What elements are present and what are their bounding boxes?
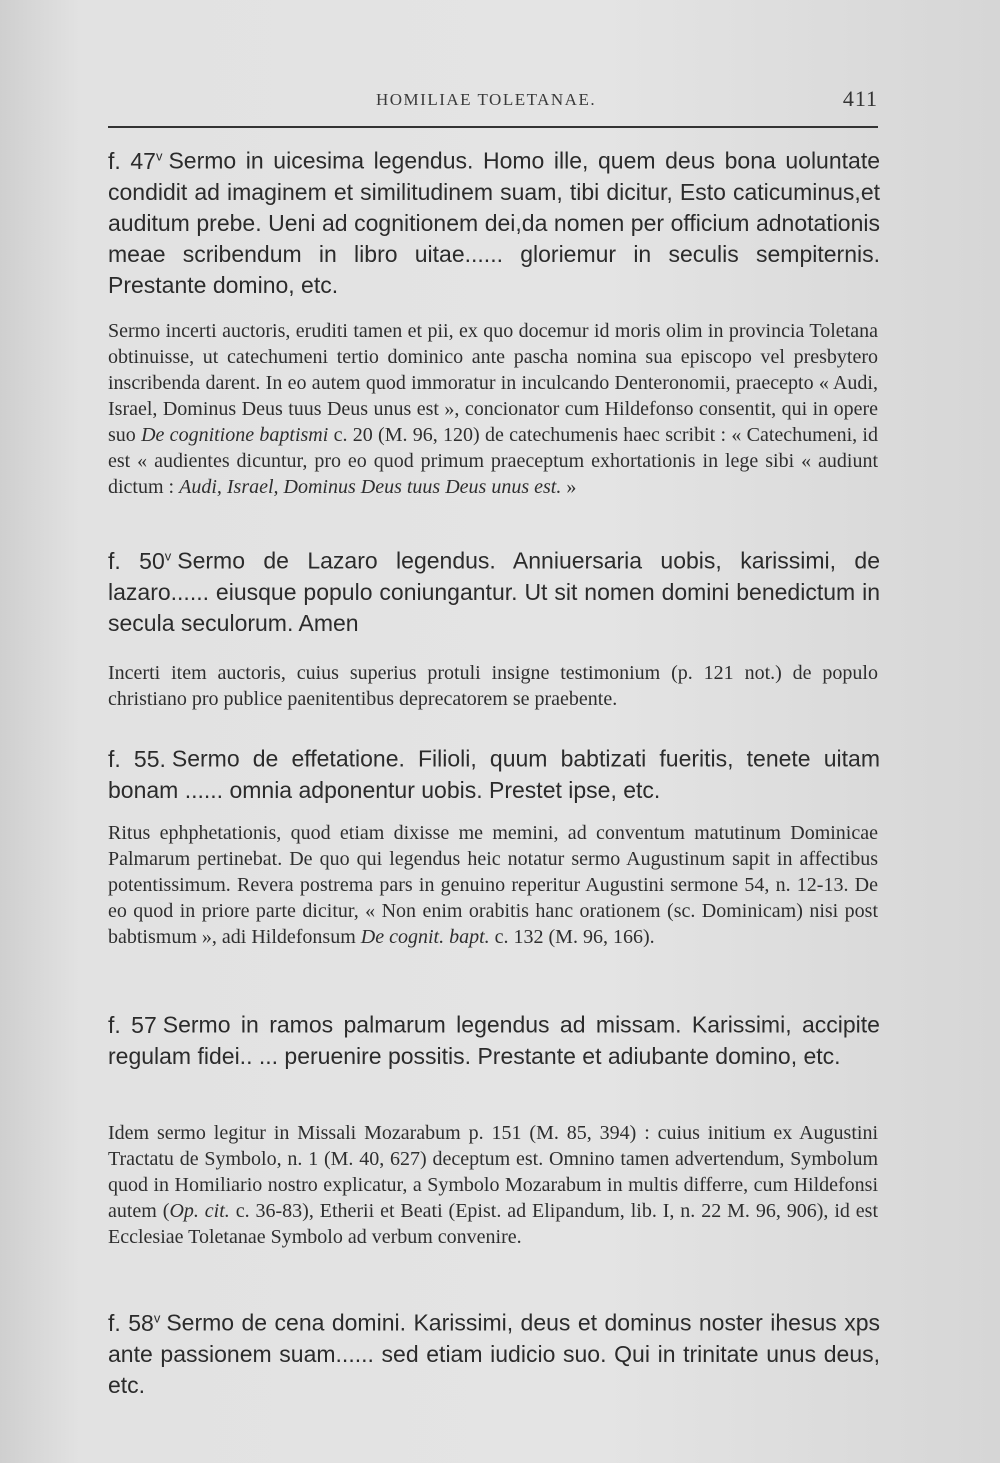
sermon-text: Sermo de effetatione. Filioli, quum babtizati fueritis, tenete uitam bonam ...... omnia adponentur uobis. Prestet ipse, etc. [108, 745, 880, 803]
sermon-entry [108, 1004, 880, 1072]
commentary-note: Sermo incerti auctoris, eruditi tamen et pii, ex quo docemur id moris olim in provincia Toletana obtinuisse, ut catechumeni tertio dominico ante pascha nomina sua episcopo vel presbytero inscribenda darent. In eo autem quod immoratur in inculcando Denteronomii, praecepto « Audi, Israel, Dominus Deus tuus Deus unus est », concionator cum Hildefonso consentit, qui in opere suo De cognitione baptismi c. 20 (M. 96, 120) de catechumenis haec scribit : « Catechumeni, id est « audientes dicuntur, pro eo quod primum praeceptum exhortationis in lege sibi « audiunt dictum : Audi, Israel, Dominus Deus tuus Deus unus est. » [108, 320, 878, 498]
header-rule [108, 126, 878, 128]
page-header [108, 86, 878, 126]
commentary-note: Ritus ephphetationis, quod etiam dixisse me memini, ad conventum matutinum Dominicae Palmarum pertinebat. De quo qui legendus heic notatur sermo Augustinum sapit in affectibus potentissimum. Revera postrema pars in genuino reperitur Augustini sermone 54, n. 12-13. De eo quod in priore parte dicitur, « Non enim orabitis hanc orationem (sc. Dominicam) nisi post babtismum », adi Hildefonsum De cognit. bapt. c. 132 (M. 96, 166). [108, 822, 878, 948]
folio-reference: f. 55. [108, 745, 166, 772]
sermon-entry [108, 738, 880, 806]
page-number: 411 [842, 86, 878, 111]
running-title: HOMILIAE TOLETANAE. [376, 90, 597, 109]
sermon-text: Sermo in ramos palmarum legendus ad missam. Karissimi, accipite regulam fidei.. ... peruenire possitis. Prestante et adiubante domino, etc. [108, 1011, 880, 1069]
sermon-text: Sermo in uicesima legendus. Homo ille, quem deus bona uoluntate condidit ad imaginem et similitudinem suam, tibi dicitur, Esto caticuminus,et auditum prebe. Ueni ad cognitionem dei,da nomen per officium adnotationis meae scribendum in libro uitae...... gloriemur in seculis sempiternis. Prestante domino, etc. [108, 147, 881, 298]
sermon-entry [108, 540, 880, 639]
sermon-entry [108, 1302, 880, 1401]
folio-reference: f. 47$^v$ [108, 147, 163, 174]
sermon-text: Sermo de Lazaro legendus. Anniuersaria uobis, karissimi, de lazaro...... eiusque populo coniungantur. Ut sit nomen domini benedictum in secula seculorum. Amen [108, 547, 880, 636]
folio-reference: f. 57 [108, 1011, 157, 1038]
commentary-note: Incerti item auctoris, cuius superius protuli insigne testimonium (p. 121 not.) de populo christiano pro publice paenitentibus deprecatorem se praebente. [108, 662, 878, 710]
folio-reference: f. 50$^v$ [108, 547, 172, 574]
commentary-note: Idem sermo legitur in Missali Mozarabum p. 151 (M. 85, 394) : cuius initium ex Augustini Tractatu de Symbolo, n. 1 (M. 40, 627) deceptum est. Omnino tamen advertendum, Symbolum quod in Homiliario nostro explicatur, a Symbolo Mozarabum in multis differre, cum Hildefonsi autem (Op. cit. c. 36-83), Etherii et Beati (Epist. ad Elipandum, lib. I, n. 22 M. 96, 906), id est Ecclesiae Toletanae Symbolo ad verbum convenire. [108, 1122, 879, 1248]
folio-reference: f. 58$^v$ [108, 1309, 161, 1336]
sermon-text: Sermo de cena domini. Karissimi, deus et dominus noster ihesus xps ante passionem suam...... sed etiam iudicio suo. Qui in trinitate unus deus, etc. [108, 1309, 880, 1398]
sermon-entry [108, 140, 880, 301]
